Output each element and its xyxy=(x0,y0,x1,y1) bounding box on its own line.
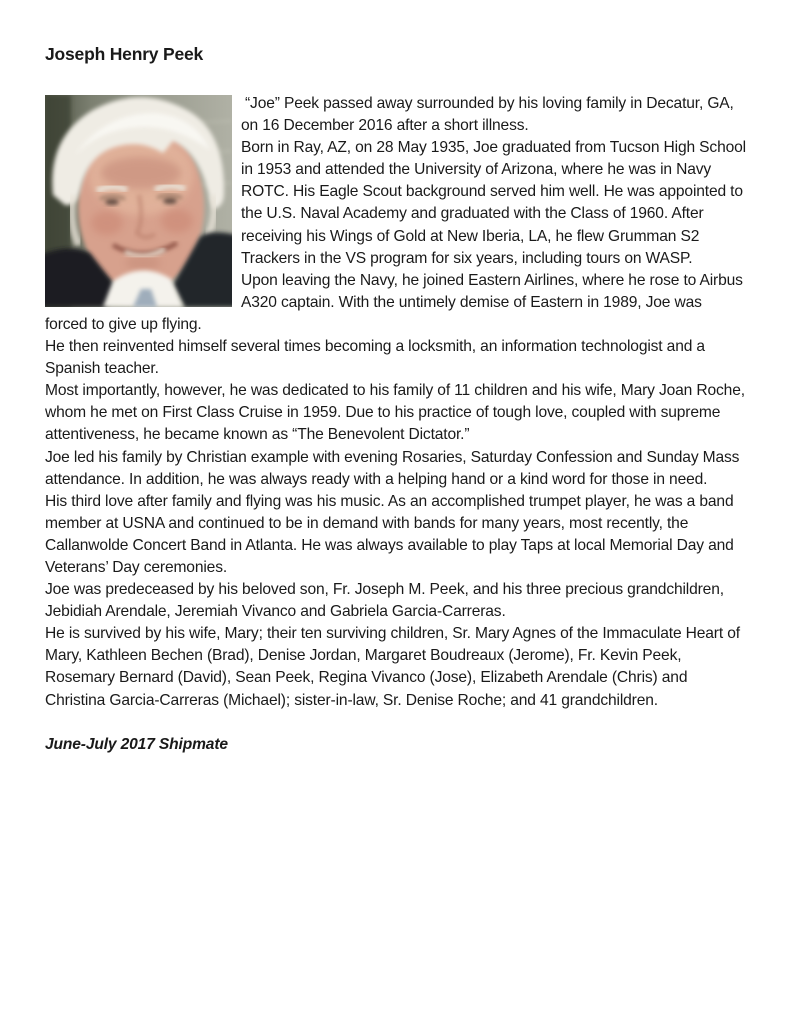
paragraph-faith: Joe led his family by Christian example with evening Rosaries, Saturday Confession and Sunday Mass attendance. In addition, he was always ready with a helping hand or a kind word for those in need. xyxy=(45,448,740,488)
portrait-photo-image xyxy=(45,95,232,307)
paragraph-airline-career: Upon leaving the Navy, he joined Eastern Airlines, where he rose to Airbus A320 captain. With the untimely demise of Eastern in 1989, Joe was forced to give up flying. xyxy=(45,271,743,333)
page-title: Joseph Henry Peek xyxy=(45,44,204,64)
paragraph-survived-by: He is survived by his wife, Mary; their ten surviving children, Sr. Mary Agnes of the Immaculate Heart of Mary, Kathleen Bechen (Brad), Denise Jordan, Margaret Boudreaux (Jerome), Fr. Kevin Peek, Rosemary Bernard (David), Sean Peek, Regina Vivanco (Jose), Elizabeth Arendale (Chris) and Christina Garcia-Carreras (Michael); sister-in-law, Sr. Denise Roche; and 41 grandchildren. xyxy=(45,625,740,709)
paragraph-family: Most importantly, however, he was dedicated to his family of 11 children and his wife, Mary Joan Roche, whom he met on First Class Cruise in 1959. Due to his practice of tough love, coupled with supreme attentiveness, he became known as “The Benevolent Dictator.” xyxy=(45,382,745,444)
paragraph-reinvention: He then reinvented himself several times becoming a locksmith, an information technologist and a Spanish teacher. xyxy=(45,338,705,378)
paragraph-music: His third love after family and flying was his music. As an accomplished trumpet player, he was a band member at USNA and continued to be in demand with bands for many years, most recently, the Callanwolde Concert Band in Atlanta. He was always available to play Taps at local Memorial Day and Veterans’ Day ceremonies. xyxy=(45,492,734,576)
paragraph-intro: “Joe” Peek passed away surrounded by his loving family in Decatur, GA, on 16 December 2016 after a short illness. xyxy=(241,95,734,135)
paragraph-predeceased: Joe was predeceased by his beloved son, Fr. Joseph M. Peek, and his three precious grandchildren, Jebidiah Arendale, Jeremiah Vivanco and Gabriela Garcia-Carreras. xyxy=(45,581,724,621)
portrait-photo xyxy=(45,95,232,307)
paragraph-early-life: Born in Ray, AZ, on 28 May 1935, Joe graduated from Tucson High School in 1953 and attended the University of Arizona, where he was in Navy ROTC. His Eagle Scout background served him well. He was appointed to the U.S. Naval Academy and graduated with the Class of 1960. After receiving his Wings of Gold at New Iberia, LA, he flew Grumman S2 Trackers in the VS program for six years, including tours on WASP. xyxy=(241,139,746,267)
obituary-text xyxy=(45,93,746,756)
source-citation: June-July 2017 Shipmate xyxy=(45,735,228,753)
